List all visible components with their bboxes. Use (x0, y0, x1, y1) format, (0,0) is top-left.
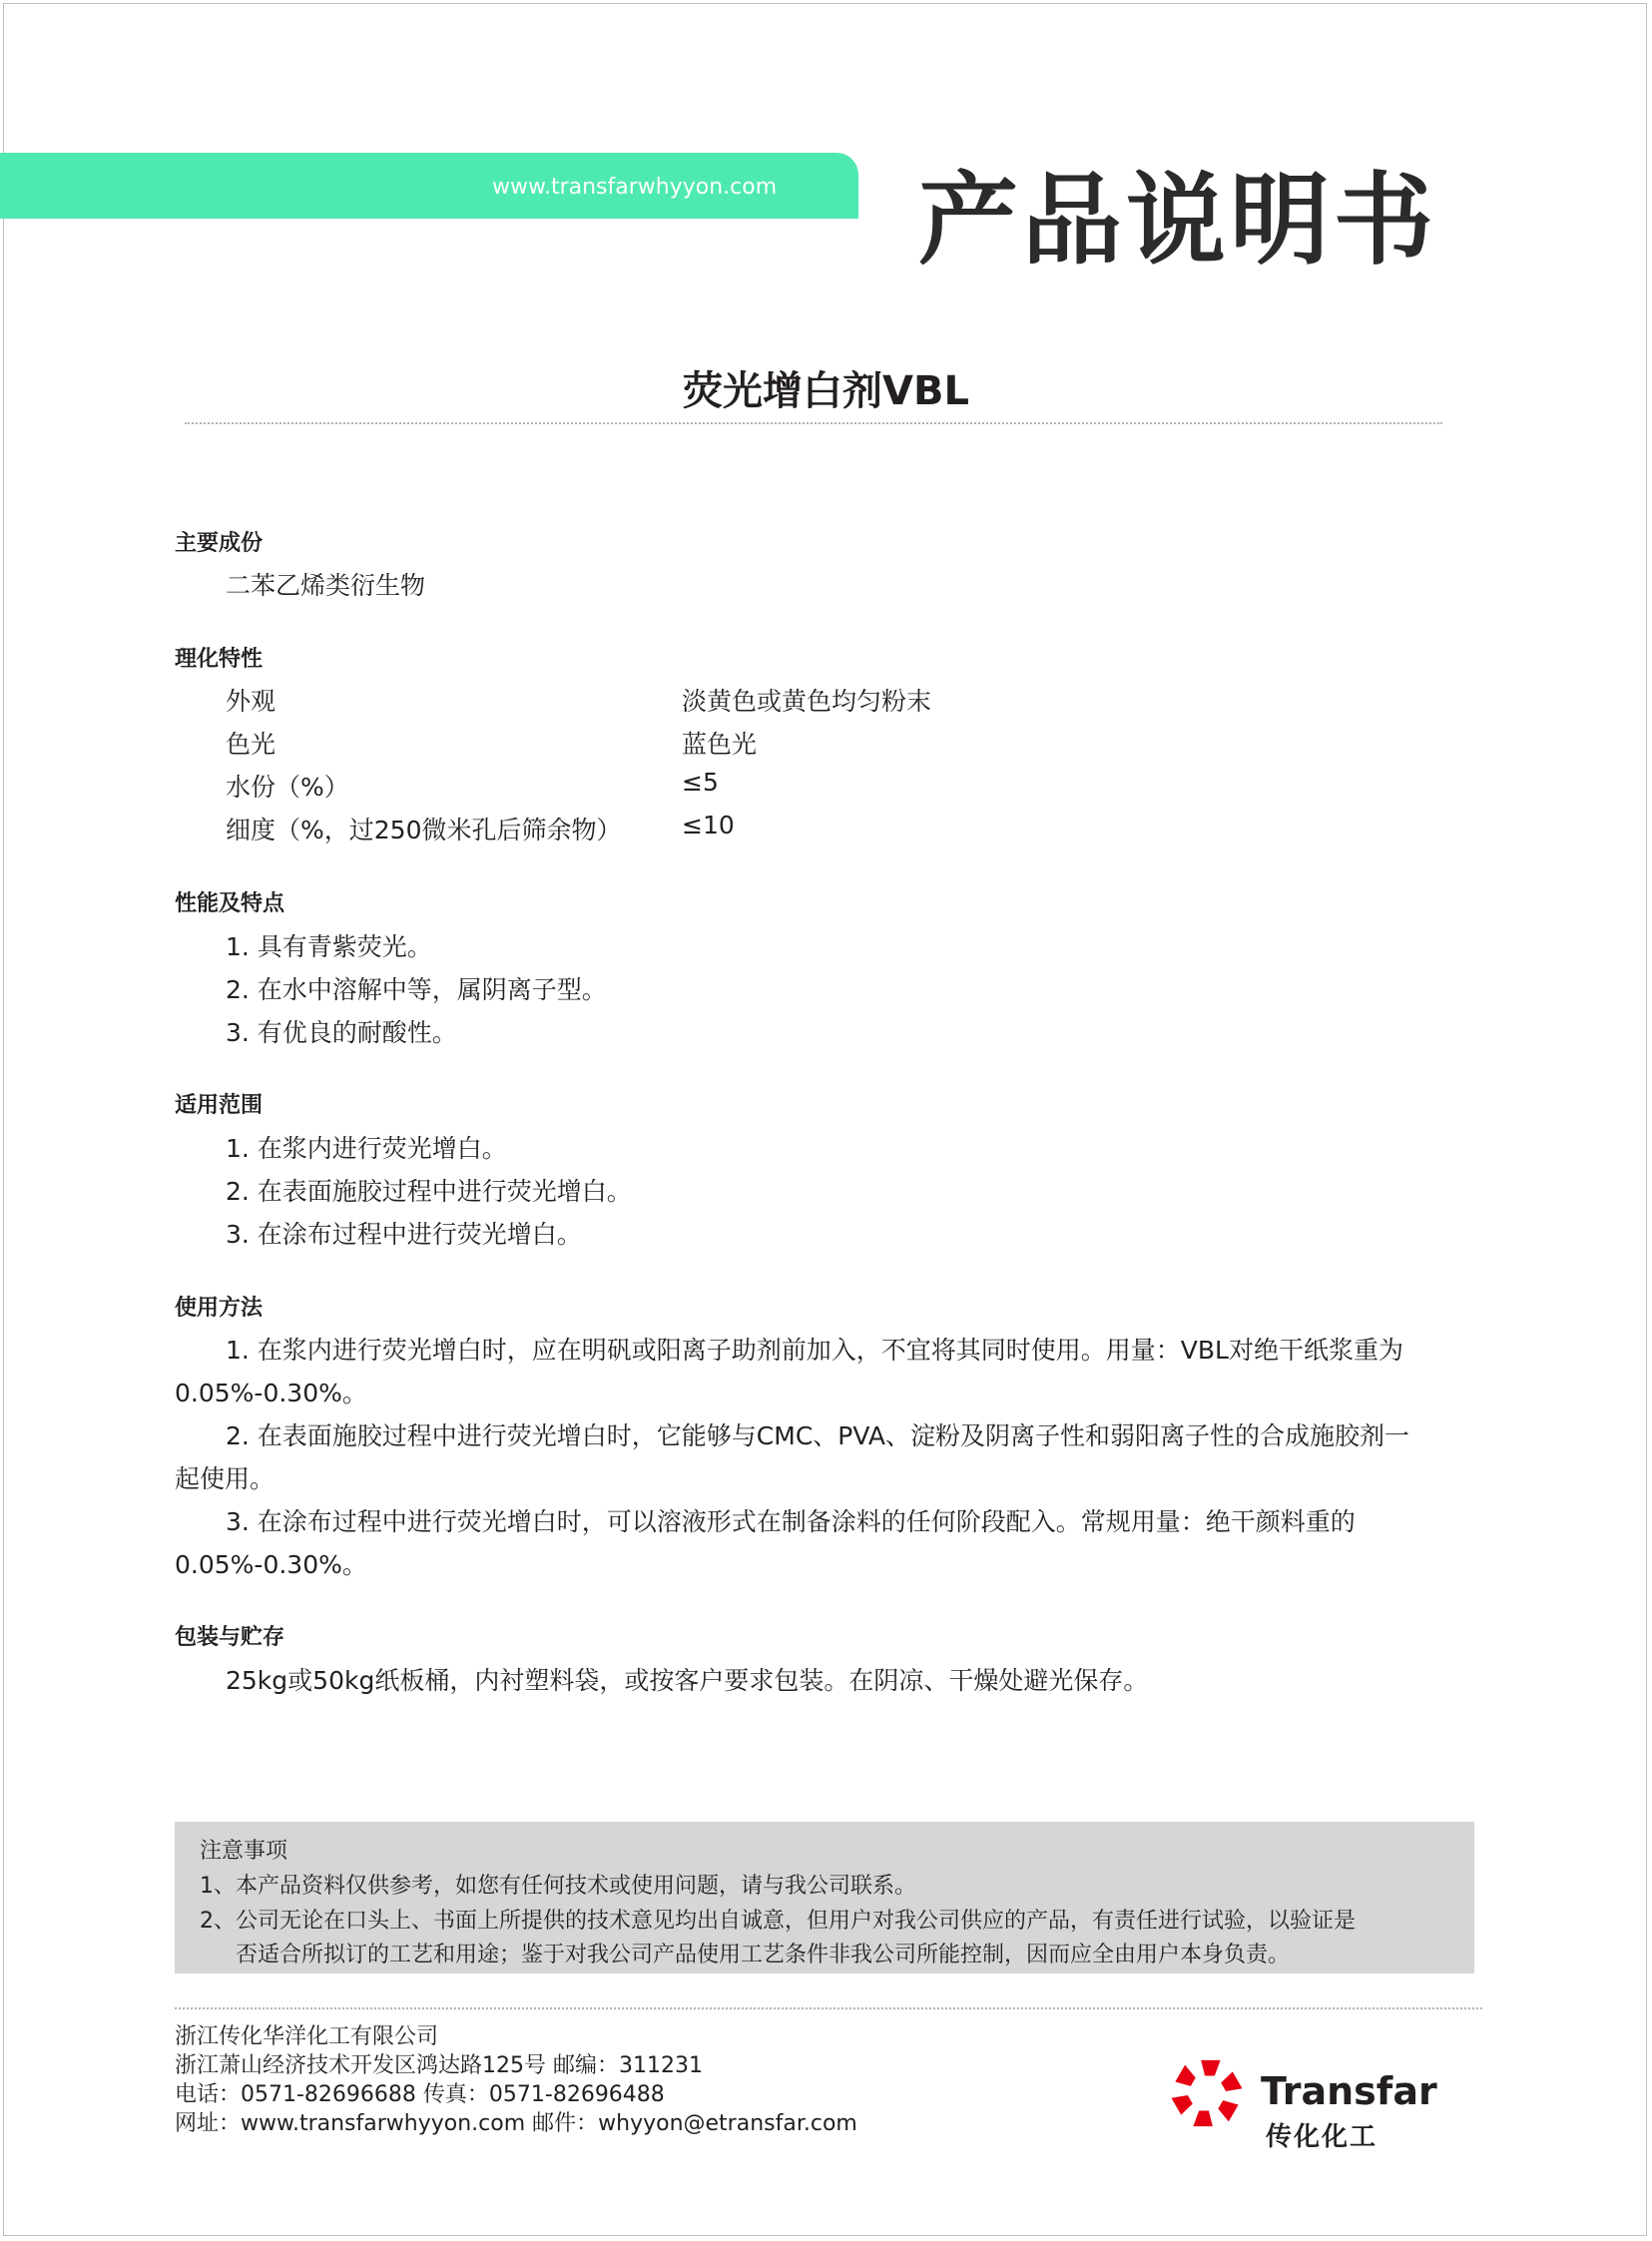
logo-chinese-name: 传化化工 (1266, 2122, 1378, 2152)
property-value: 蓝色光 (682, 730, 758, 759)
property-label: 细度（%，过250微米孔后筛余物） (226, 816, 622, 844)
product-name: 荧光增白剂VBL (683, 368, 969, 414)
usage-line: 0.05%-0.30%。 (175, 1550, 367, 1579)
feature-item: 2. 在水中溶解中等，属阴离子型。 (226, 975, 607, 1004)
section-heading-features: 性能及特点 (175, 891, 285, 916)
notice-line: 2、公司无论在口头上、书面上所提供的技术意见均出自诚意，但用户对我公司供应的产品，有责任进行试验，以验证是 (200, 1909, 1357, 1934)
notice-line: 否适合所拟订的工艺和用途；鉴于对我公司产品使用工艺条件非我公司所能控制，因而应全由用户本身负责。 (236, 1943, 1291, 1967)
packaging-text: 25kg或50kg纸板桶，内衬塑料袋，或按客户要求包装。在阴凉、干燥处避光保存。 (226, 1666, 1149, 1695)
notice-title: 注意事项 (200, 1839, 288, 1864)
usage-line: 1. 在浆内进行荧光增白时，应在明矾或阳离子助剂前加入，不宜将其同时使用。用量：VBL对绝干纸浆重为 (226, 1336, 1403, 1365)
property-label: 水份（%） (226, 773, 349, 802)
property-value: ≤10 (682, 811, 735, 840)
document-title: 产品说明书 (918, 162, 1437, 279)
usage-line: 3. 在涂布过程中进行荧光增白时，可以溶液形式在制备涂料的任何阶段配入。常规用量：绝干颜料重的 (226, 1507, 1356, 1536)
scope-item: 1. 在浆内进行荧光增白。 (226, 1134, 507, 1163)
section-heading-scope: 适用范围 (175, 1093, 264, 1118)
company-web[interactable]: 网址：www.transfarwhyyon.com 邮件：whyyon@etransfar.com (175, 2111, 857, 2136)
company-name: 浙江传化华洋化工有限公司 (175, 2024, 439, 2049)
feature-item: 3. 有优良的耐酸性。 (226, 1018, 457, 1047)
transfar-logo-icon (1168, 2054, 1246, 2132)
section-heading-usage: 使用方法 (175, 1296, 264, 1321)
company-address: 浙江萧山经济技术开发区鸿达路125号 邮编：311231 (175, 2053, 703, 2078)
property-value: ≤5 (682, 768, 719, 797)
feature-item: 1. 具有青紫荧光。 (226, 932, 432, 961)
property-label: 色光 (226, 730, 276, 759)
property-label: 外观 (226, 687, 276, 716)
section-heading-properties: 理化特性 (175, 647, 264, 672)
section-heading-composition: 主要成份 (175, 531, 264, 556)
usage-line: 0.05%-0.30%。 (175, 1379, 367, 1407)
section-heading-packaging: 包装与贮存 (175, 1625, 285, 1650)
logo-wordmark: Transfar (1261, 2069, 1437, 2113)
scope-item: 3. 在涂布过程中进行荧光增白。 (226, 1220, 582, 1249)
title-divider (185, 422, 1442, 424)
notice-line: 1、本产品资料仅供参考，如您有任何技术或使用问题，请与我公司联系。 (200, 1874, 916, 1899)
property-value: 淡黄色或黄色均匀粉末 (682, 687, 932, 716)
scope-item: 2. 在表面施胶过程中进行荧光增白。 (226, 1177, 632, 1206)
website-url[interactable]: www.transfarwhyyon.com (492, 175, 778, 200)
usage-line: 起使用。 (175, 1464, 275, 1493)
composition-text: 二苯乙烯类衍生物 (226, 571, 426, 600)
footer-divider (175, 2007, 1482, 2009)
usage-line: 2. 在表面施胶过程中进行荧光增白时，它能够与CMC、PVA、淀粉及阴离子性和弱阳离子性的合成施胶剂一 (226, 1421, 1409, 1450)
company-phone: 电话：0571-82696688 传真：0571-82696488 (175, 2082, 665, 2107)
